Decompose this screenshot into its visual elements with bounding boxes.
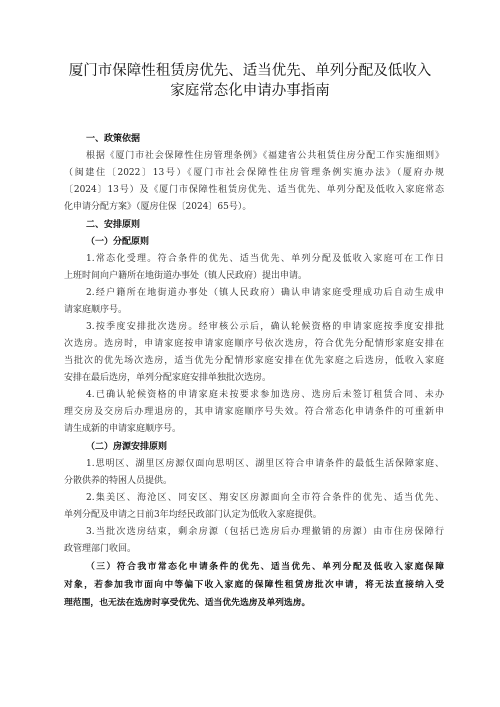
section-heading-policy-basis: 一、政策依据	[86, 134, 141, 144]
paragraph-line: 1.思明区、湖里区房源仅面向思明区、湖里区符合申请条件的最低生活保障家庭、	[86, 459, 444, 469]
paragraph-line: 次选房。选房时，申请家庭按申请家庭顺序号依次选房，符合优先分配情形家庭安排在	[64, 339, 444, 349]
paragraph-line: 请家庭顺序号。	[64, 305, 128, 315]
paragraph-line: 化申请分配方案》（厦房住保〔2024〕65号）。	[64, 202, 252, 212]
paragraph-line: 2.集美区、海沧区、同安区、翔安区房源面向全市符合条件的优先、适当优先、	[86, 493, 444, 503]
paragraph-line: 分散供养的特困人员提供。	[64, 476, 173, 486]
subheading-housing-source: （二）房源安排原则	[86, 442, 168, 452]
paragraph-line: 2.经户籍所在地街道办事处（镇人民政府）确认申请家庭受理成功后自动生成申	[86, 288, 444, 298]
emphasis-paragraph-line: 理范围，也无法在选房时享受优先、适当优先选房及单列选房。	[64, 598, 311, 608]
paragraph-line: 3.当批次选房结束，剩余房源（包括已选房后办理撤销的房源）由市住房保障行	[86, 527, 444, 537]
paragraph-line: 政管理部门收回。	[64, 544, 137, 554]
paragraph-line: 上班时间向户籍所在地街道办事处（镇人民政府）提出申请。	[64, 271, 308, 281]
document-title-line-1: 厦门市保障性租赁房优先、适当优先、单列分配及低收入	[68, 63, 432, 79]
paragraph-line: 单列分配及申请之日前3年均经民政部门认定为低收入家庭提供。	[64, 510, 322, 520]
paragraph-line: 理交房及交房后办理退房的，其申请家庭顺序号失效。符合常态化申请条件的可重新申	[64, 407, 444, 417]
paragraph-line: 安排在最后选房，单列分配家庭安排单独批次选房。	[64, 373, 272, 383]
paragraph-line: 根据《厦门市社会保障性住房管理条例》《福建省公共租赁住房分配工作实施细则》	[86, 151, 444, 161]
paragraph-line: （闽建住〔2022〕13号）《厦门市社会保障性住房管理条例实施办法》（厦府办规	[64, 168, 444, 178]
document-title-line-2: 家庭常态化申请办事指南	[170, 83, 330, 99]
paragraph-line: 4.已确认轮候资格的申请家庭未按要求参加选房、选房后未签订租赁合同、未办	[86, 390, 444, 400]
section-heading-arrangement: 二、安排原则	[86, 220, 141, 230]
paragraph-line: 3.按季度安排批次选房。经审核公示后，确认轮候资格的申请家庭按季度安排批	[86, 322, 444, 332]
paragraph-line: 请生成新的申请家庭顺序号。	[64, 424, 182, 434]
emphasis-paragraph-line: 对象，若参加我市面向中等偏下收入家庭的保障性租赁房批次申请，将无法直接纳入受	[64, 580, 444, 590]
paragraph-line: 当批次的优先场次选房，适当优先分配情形家庭安排在优先家庭之后选房，低收入家庭	[64, 356, 444, 366]
emphasis-paragraph-line: （三）符合我市常态化申请条件的优先、适当优先、单列分配及低收入家庭保障	[86, 562, 444, 572]
paragraph-line: 1.常态化受理。符合条件的优先、适当优先、单列分配及低收入家庭可在工作日	[86, 254, 444, 264]
paragraph-line: 〔2024〕13号）及《厦门市保障性租赁房优先、适当优先、单列分配及低收入家庭常态	[64, 185, 444, 195]
subheading-allocation: （一）分配原则	[86, 237, 150, 247]
